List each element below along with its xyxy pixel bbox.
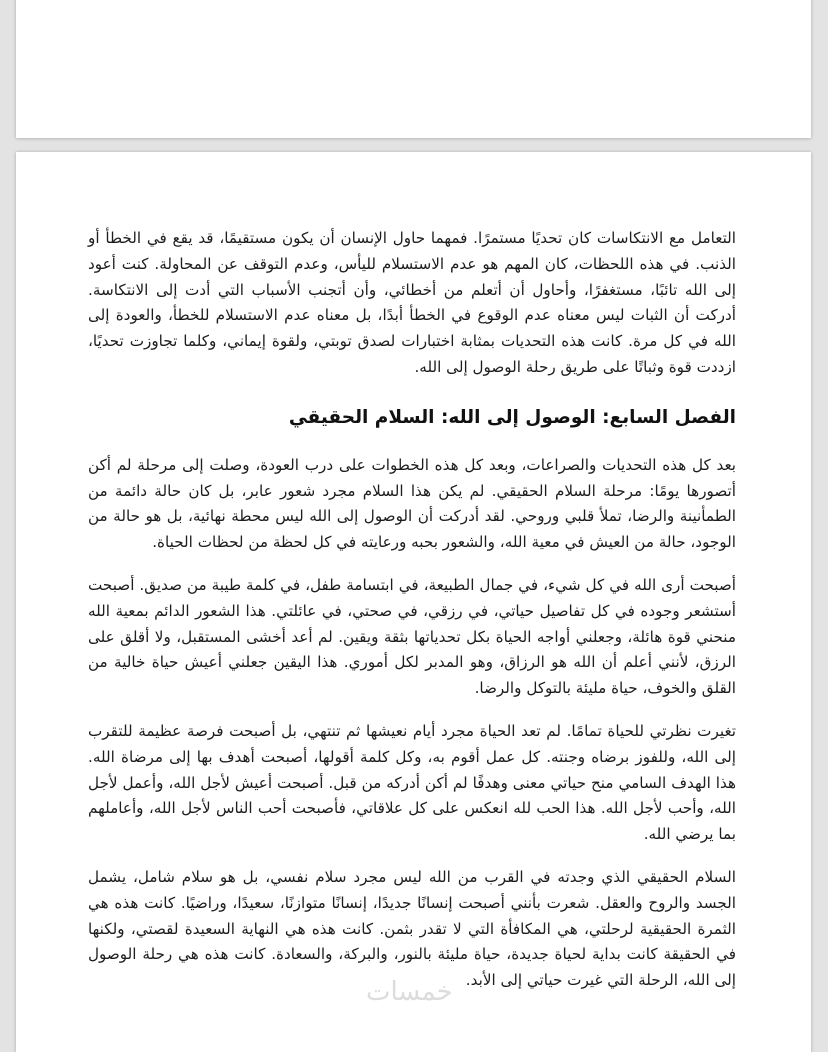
paragraph: أصبحت أرى الله في كل شيء، في جمال الطبيعة، في ابتسامة طفل، في كلمة طيبة من صديق. أصبحت أستشعر وجوده في كل تفاصيل حياتي، في رزقي، في صحتي، في عائلتي. هذا الشعور الدائم بمعية الله منحني قوة هائلة، وجعلني أواجه الحياة بكل تحدياتها بثقة ويقين. لم أعد أخشى المستقبل، ولا أقلق على الرزق، لأنني أعلم أن الله هو الرزاق، وهو المدبر لكل أموري. هذا اليقين جعلني أعيش حياة خالية من القلق والخوف، حياة مليئة بالتوكل والرضا.	[88, 575, 736, 698]
page-content	[88, 226, 736, 1011]
paragraph: تغيرت نظرتي للحياة تمامًا. لم تعد الحياة مجرد أيام نعيشها ثم تنتهي، بل أصبحت فرصة عظيمة للتقرب إلى الله، وللفوز برضاه وجنته. كل عمل أقوم به، وكل كلمة أقولها، أصبحت أهدف بها إلى مرضاة الله. هذا الهدف السامي منح حياتي معنى وهدفًا لم أكن أدركه من قبل. أصبحت أعيش لأجل الله، وأعمل لأجل الله، وأحب لأجل الله. هذا الحب لله انعكس على كل علاقاتي، فأصبحت أحب الناس لأجل الله، وأعاملهم بما يرضي الله.	[88, 721, 736, 844]
chapter-title: الفصل السابع: الوصول إلى الله: السلام الحقيقي	[288, 406, 736, 428]
current-page	[16, 152, 811, 1052]
watermark-logo: خمسات	[366, 977, 453, 1007]
intro-paragraph: التعامل مع الانتكاسات كان تحديًا مستمرًا. فمهما حاول الإنسان أن يكون مستقيمًا، قد يقع في الخطأ أو الذنب. في هذه اللحظات، كان المهم هو عدم الاستسلام لليأس، وعدم التوقف عن المحاولة. كنت أعود إلى الله تائبًا، مستغفرًا، وأحاول أن أتعلم من أخطائي، وأن أتجنب الأسباب التي أدت إلى الانتكاسة. أدركت أن الثبات ليس معناه عدم الوقوع في الخطأ أبدًا، بل معناه عدم الاستسلام للخطأ، والعودة إلى الله في كل مرة. كانت هذه التحديات بمثابة اختبارات لصدق توبتي، ولقوة إيماني، وكلما تجاوزت تحديًا، ازددت قوة وثباتًا على طريق رحلة الوصول إلى الله.	[88, 229, 736, 376]
paragraph: السلام الحقيقي الذي وجدته في القرب من الله ليس مجرد سلام نفسي، بل هو سلام شامل، يشمل الجسد والروح والعقل. شعرت بأنني أصبحت إنسانًا جديدًا، إنسانًا متوازنًا، سعيدًا، وراضيًا. كانت هذه هي الثمرة الحقيقية لرحلتي، هي المكافأة التي لا تقدر بثمن. كانت هذه هي النهاية السعيدة لقصتي، ولكنها في الحقيقة كانت بداية لحياة جديدة، حياة مليئة بالنور، والبركة، والسعادة. كانت هذه هي رحلة الوصول إلى الله، الرحلة التي غيرت حياتي إلى الأبد.	[88, 867, 736, 990]
previous-page	[16, 0, 811, 138]
paragraph: بعد كل هذه التحديات والصراعات، وبعد كل هذه الخطوات على درب العودة، وصلت إلى مرحلة لم أكن أتصورها يومًا: مرحلة السلام الحقيقي. لم يكن هذا السلام مجرد شعور عابر، بل كان حالة دائمة من الطمأنينة والرضا، تملأ قلبي وروحي. لقد أدركت أن الوصول إلى الله ليس محطة نهائية، بل هو حالة من الوجود، حالة من العيش في معية الله، والشعور بحبه ورعايته في كل لحظة من لحظات الحياة.	[88, 455, 736, 552]
